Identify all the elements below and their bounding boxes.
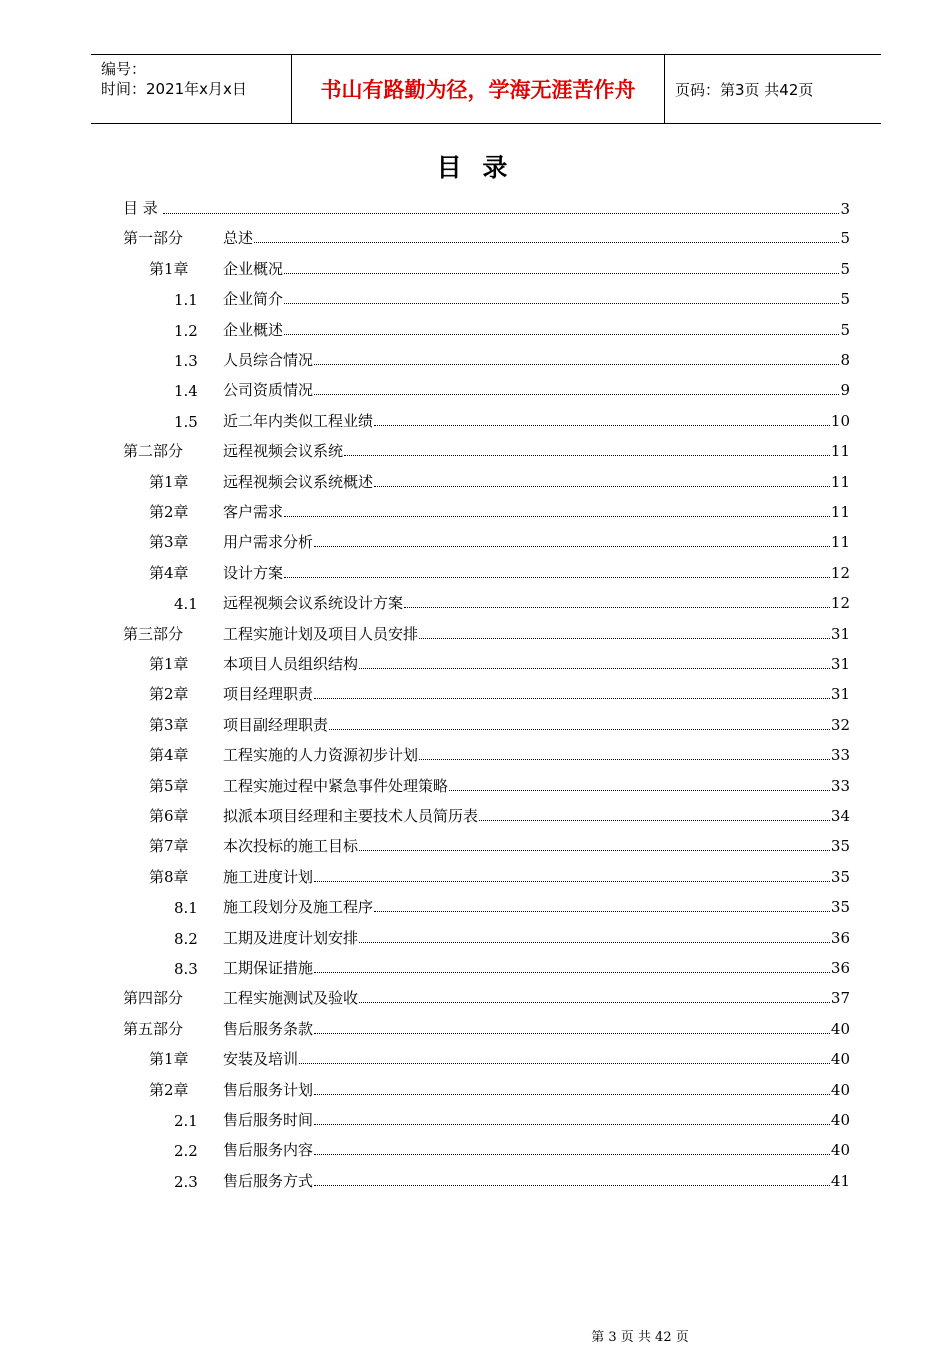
toc-entry-page: 36 — [830, 959, 850, 977]
toc-entry-title: 工程实施的人力资源初步计划 — [223, 746, 419, 765]
toc-entry[interactable] — [0, 468, 850, 498]
toc-leader-dots — [359, 941, 830, 943]
toc-entry-title: 总述 — [223, 229, 254, 248]
toc-entry[interactable] — [0, 316, 850, 346]
toc-entry[interactable] — [0, 1167, 850, 1197]
toc-entry-number: 第四部分 — [123, 989, 184, 1008]
toc-leader-dots — [254, 241, 839, 243]
toc-entry-page: 5 — [840, 290, 850, 309]
toc-leader-dots — [314, 971, 830, 973]
toc-leader-dots — [359, 1001, 830, 1003]
toc-entry-number: 1.1 — [174, 291, 198, 310]
page-footer: 第 3 页 共 42 页 — [591, 1330, 689, 1345]
toc-leader-dots — [299, 1062, 830, 1064]
toc-leader-dots — [284, 515, 830, 517]
toc-entry-title: 工期保证措施 — [223, 959, 314, 977]
toc-entry-number: 第1章 — [149, 259, 189, 278]
toc-entry-title: 企业概述 — [223, 320, 284, 339]
toc-entry-number: 第2章 — [149, 1080, 189, 1099]
toc-leader-dots — [329, 728, 830, 730]
toc-entry-title: 企业概况 — [223, 259, 284, 278]
toc-entry-number: 第5章 — [149, 776, 189, 795]
toc-entry[interactable] — [0, 741, 850, 771]
toc-entry-number: 2.2 — [174, 1142, 198, 1161]
toc-leader-dots — [479, 819, 830, 821]
toc-entry-number: 8.3 — [174, 960, 198, 978]
toc-entry-title: 远程视频会议系统 — [223, 442, 344, 461]
toc-entry[interactable] — [0, 863, 850, 893]
toc-entry[interactable] — [0, 984, 850, 1014]
toc-leader-dots — [374, 424, 830, 426]
toc-entry-number: 4.1 — [174, 595, 198, 614]
toc-entry-title: 售后服务计划 — [223, 1080, 314, 1099]
toc-entry[interactable] — [0, 285, 850, 315]
toc-entry-page: 12 — [830, 563, 850, 582]
toc-leader-dots — [284, 333, 839, 335]
toc-entry-page: 37 — [830, 989, 850, 1008]
number-label: 编号： — [101, 60, 147, 78]
toc-entry-page: 3 — [840, 200, 850, 218]
toc-entry[interactable] — [0, 1015, 850, 1045]
toc-entry-title: 人员综合情况 — [223, 351, 314, 369]
toc-entry-title: 用户需求分析 — [223, 533, 314, 552]
toc-entry[interactable] — [0, 437, 850, 467]
toc-entry-page: 32 — [830, 715, 850, 734]
page-title: 目 录 — [436, 153, 514, 182]
toc-leader-dots — [419, 637, 830, 639]
toc-entry[interactable] — [0, 680, 850, 710]
toc-entry-number: 1.4 — [174, 382, 198, 401]
toc-leader-dots — [284, 272, 839, 274]
toc-entry[interactable] — [0, 1106, 850, 1136]
toc-leader-dots — [404, 606, 830, 608]
toc-entry[interactable] — [0, 954, 850, 984]
toc-entry[interactable] — [0, 528, 850, 558]
toc-leader-dots — [359, 849, 830, 851]
toc-leader-dots — [344, 454, 830, 456]
toc-entry-page: 11 — [830, 533, 850, 552]
toc-entry-number: 第4章 — [149, 746, 189, 765]
toc-entry-number: 第1章 — [149, 1050, 189, 1069]
toc-entry-page: 35 — [830, 867, 850, 886]
toc-entry-number: 1.5 — [174, 412, 198, 431]
toc-entry-title: 工程实施计划及项目人员安排 — [223, 624, 419, 643]
toc-entry-page: 40 — [830, 1111, 850, 1129]
toc-entry[interactable] — [0, 346, 850, 376]
toc-entry-number: 第二部分 — [123, 442, 184, 461]
toc-entry-number: 第一部分 — [123, 229, 184, 248]
toc-entry-page: 5 — [840, 320, 850, 339]
toc-entry-number: 第4章 — [149, 563, 189, 582]
toc-leader-dots — [314, 545, 830, 547]
toc-entry[interactable] — [0, 407, 850, 437]
toc-entry[interactable] — [0, 1045, 850, 1075]
toc-entry-title: 本次投标的施工目标 — [223, 837, 359, 856]
toc-entry[interactable] — [0, 711, 850, 741]
toc-entry-page: 35 — [830, 898, 850, 917]
toc-leader-dots — [314, 1153, 830, 1155]
toc-entry-number: 第1章 — [149, 655, 189, 673]
toc-entry[interactable] — [0, 620, 850, 650]
toc-entry-number: 1.2 — [174, 321, 198, 340]
toc-entry-page: 9 — [840, 381, 850, 400]
toc-entry-title: 公司资质情况 — [223, 381, 314, 400]
toc-entry-title: 售后服务条款 — [223, 1019, 314, 1038]
toc-leader-dots — [284, 302, 839, 304]
toc-entry-number: 第2章 — [149, 685, 189, 704]
toc-entry-title: 企业简介 — [223, 290, 284, 309]
toc-leader-dots — [314, 393, 839, 395]
toc-entry-number: 目 录 — [123, 199, 158, 217]
toc-leader-dots — [314, 1032, 830, 1034]
toc-leader-dots — [314, 697, 830, 699]
toc-leader-dots — [314, 880, 830, 882]
toc-entry-page: 31 — [830, 685, 850, 704]
toc-entry[interactable] — [0, 772, 850, 802]
toc-entry[interactable] — [0, 802, 850, 832]
toc-entry[interactable] — [0, 376, 850, 406]
toc-entry[interactable] — [0, 498, 850, 528]
toc-leader-dots — [374, 910, 830, 912]
toc-entry-page: 11 — [830, 472, 850, 491]
toc-entry[interactable] — [0, 255, 850, 285]
toc-entry-number: 第2章 — [149, 503, 189, 521]
toc-entry-page: 33 — [830, 746, 850, 765]
toc-entry-title: 项目副经理职责 — [223, 715, 329, 734]
toc-entry-page: 31 — [830, 624, 850, 643]
toc-entry-number: 1.3 — [174, 352, 198, 370]
toc-entry-page: 8 — [840, 351, 850, 369]
toc-entry-title: 拟派本项目经理和主要技术人员简历表 — [223, 807, 479, 825]
toc-entry-title: 客户需求 — [223, 503, 284, 521]
toc-entry-title: 售后服务内容 — [223, 1141, 314, 1160]
toc-entry[interactable] — [0, 589, 850, 619]
toc-entry-page: 35 — [830, 837, 850, 856]
toc-leader-dots — [284, 576, 830, 578]
toc-entry-title: 近二年内类似工程业绩 — [223, 411, 374, 430]
toc-entry-number: 第3章 — [149, 715, 189, 734]
toc-leader-dots — [419, 758, 830, 760]
toc-leader-dots — [449, 789, 830, 791]
toc-entry-title: 远程视频会议系统设计方案 — [223, 594, 404, 613]
toc-entry-page: 40 — [830, 1050, 850, 1069]
toc-entry-title: 本项目人员组织结构 — [223, 655, 359, 673]
toc-leader-dots — [314, 1123, 830, 1125]
toc-entry-page: 5 — [840, 229, 850, 248]
time-label: 时间：2021年x月x日 — [101, 80, 247, 98]
toc-entry[interactable] — [0, 893, 850, 923]
header-meta — [91, 55, 292, 123]
toc-entry-page: 36 — [830, 928, 850, 947]
toc-entry-title: 项目经理职责 — [223, 685, 314, 704]
toc-entry-page: 34 — [830, 807, 850, 825]
toc-entry-page: 31 — [830, 655, 850, 673]
toc-entry[interactable] — [0, 924, 850, 954]
toc-leader-dots — [374, 485, 830, 487]
toc-entry-number: 第8章 — [149, 867, 189, 886]
toc-entry-title: 工程实施过程中紧急事件处理策略 — [223, 776, 449, 795]
toc-entry-title: 远程视频会议系统概述 — [223, 472, 374, 491]
toc-entry-number: 8.1 — [174, 899, 198, 918]
toc-entry-page: 33 — [830, 776, 850, 795]
toc-entry-number: 第五部分 — [123, 1019, 184, 1038]
toc-entry-page: 40 — [830, 1141, 850, 1160]
toc-entry-title: 工程实施测试及验收 — [223, 989, 359, 1008]
toc-entry-page: 12 — [830, 594, 850, 613]
toc-entry-number: 第3章 — [149, 533, 189, 552]
toc-entry-title: 设计方案 — [223, 563, 284, 582]
toc-entry-number: 第6章 — [149, 807, 189, 825]
toc-leader-dots — [359, 667, 830, 669]
toc-entry-page: 10 — [830, 411, 850, 430]
toc-entry-page: 40 — [830, 1080, 850, 1099]
toc-entry[interactable] — [0, 224, 850, 254]
toc-entry-number: 8.2 — [174, 929, 198, 948]
toc-entry[interactable] — [0, 650, 850, 680]
toc-entry-page: 11 — [830, 503, 850, 521]
toc-entry[interactable] — [0, 559, 850, 589]
toc-entry[interactable] — [0, 1076, 850, 1106]
toc-entry-number: 第1章 — [149, 472, 189, 491]
toc-entry-number: 第三部分 — [123, 624, 184, 643]
toc-entry-number: 第7章 — [149, 837, 189, 856]
toc-entry-number: 2.1 — [174, 1112, 198, 1130]
toc-leader-dots — [314, 363, 839, 365]
toc-entry-page: 41 — [830, 1171, 850, 1190]
toc-entry-title: 工期及进度计划安排 — [223, 928, 359, 947]
toc-entry-title: 售后服务时间 — [223, 1111, 314, 1129]
toc-leader-dots — [314, 1093, 830, 1095]
toc-entry-title: 安装及培训 — [223, 1050, 299, 1069]
toc-leader-dots — [314, 1184, 830, 1186]
toc-entry-page: 5 — [840, 259, 850, 278]
header-motto: 书山有路勤为径，学海无涯苦作舟 — [292, 55, 665, 123]
toc-entry-page: 40 — [830, 1019, 850, 1038]
toc-entry-title: 售后服务方式 — [223, 1171, 314, 1190]
toc-entry[interactable] — [0, 832, 850, 862]
toc-entry-number: 2.3 — [174, 1172, 198, 1191]
toc-entry-page: 11 — [830, 442, 850, 461]
toc-entry-title: 施工进度计划 — [223, 867, 314, 886]
toc-entry[interactable] — [0, 1136, 850, 1166]
page-header — [91, 54, 881, 124]
header-page-info: 页码：第3页 共42页 — [675, 80, 814, 99]
toc-entry-title: 施工段划分及施工程序 — [223, 898, 374, 917]
toc-leader-dots — [163, 212, 839, 214]
toc-entry[interactable] — [0, 194, 850, 224]
